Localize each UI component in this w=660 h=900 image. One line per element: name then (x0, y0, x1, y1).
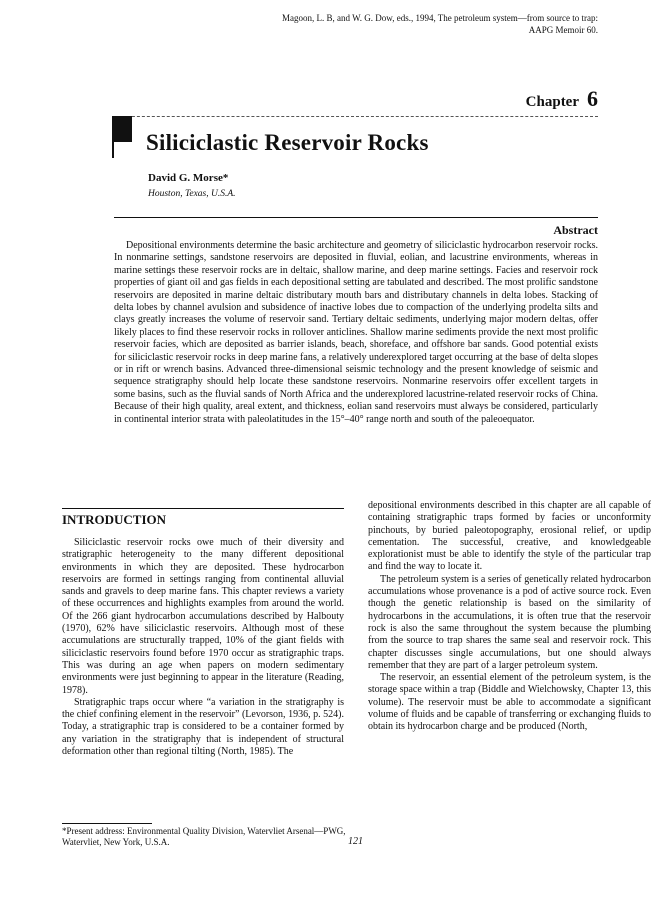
left-column (62, 537, 344, 758)
paragraph: Siliciclastic reservoir rocks owe much of their diversity and stratigraphic heterogeneity to the many different depositional environments in which they are deposited. These hydrocarbon reservoirs are formed in settings ranging from continental alluvial sands and gravels to deep marine fans. This chapter reviews a variety of these occurrences and highlights examples from around the world. Of the 266 giant hydrocarbon accumulations described by Halbouty (1970), 62% have siliciclastic reservoirs. Although most of these accumulations are structurally trapped, 10% of the giant fields with siliciclastic reservoirs found before 1970 occur as stratigraphic traps. This was during an age when papers on modern sedimentary environments were just beginning to appear in the literature (Reading, 1978). (62, 537, 344, 696)
decorative-bar (112, 116, 114, 158)
intro-rule (62, 508, 344, 509)
author: David G. Morse* (148, 172, 229, 184)
citation: Magoon, L. B, and W. G. Dow, eds., 1994, The petroleum system—from source to trap: AAPG Memoir 60. (282, 13, 598, 35)
paragraph: Stratigraphic traps occur where “a variation in the stratigraphy is the chief confining element in the reservoir” (Levorson, 1936, p. 524). Today, a stratigraphic trap is considered to be a container formed by any variation in the stratigraphy that is independent of structural deformation other than regional tilting (North, 1985). The (62, 696, 344, 758)
page-title: Siliciclastic Reservoir Rocks (146, 130, 429, 155)
abstract-rule (114, 217, 598, 218)
header-rule (112, 116, 598, 117)
affiliation: Houston, Texas, U.S.A. (148, 189, 236, 199)
paragraph: The petroleum system is a series of genetically related hydrocarbon accumulations whose provenance is a pod of active source rock. Even though the genetic relationship is based on the similarity of hydrocarbons in the accumulations, it is often true that the reservoir rock is also the same throughout the system because the plumbing from the source to trap shares the same seal and reservoir rock. This chapter discusses single accumulations, but one should always remember that they are part of a larger petroleum system. (368, 573, 651, 671)
decorative-block (112, 116, 132, 142)
right-column (368, 500, 651, 734)
chapter-label (526, 86, 598, 112)
footnote-rule (62, 823, 152, 824)
abstract-heading: Abstract (553, 223, 598, 237)
abstract-text: Depositional environments determine the basic architecture and geometry of siliciclastic hydrocarbon reservoir rocks. In nonmarine settings, sandstone reservoirs are deposited in fluvial, eolian, and lacustrine environments, whereas in marine settings these reservoir rocks are in deltaic, shallow marine, and deep marine settings. Facies and reservoir rock properties of giant oil and gas fields in each depositional setting are tabulated and described. The most prolific sandstone reservoirs are deposited in marine deltaic distributary mouth bars and distributary channels in delta lobes. Stacking of delta lobes by channel avulsion and subsidence of inactive lobes due to compaction of the underlying prodelta silts and clays greatly increases the volume of reservoir sand. Tertiary deltaic sediments, underlying major modern deltas, offer likely places to find these reservoir rocks in rollover anticlines. Shallow marine sediments provide the next most prolific reservoir facies, which are deposited as barrier islands, beach, shoreface, and offshore bar sands. Good potential exists for siliciclastic reservoir rocks in deep marine fans, a relatively underexplored target occurring at the base of delta slopes or in rift or wrench basins. Advanced three-dimensional seismic technology and the present knowledge of seismic and sequence stratigraphy should help locate these sandstone reservoirs. Nonmarine reservoirs offer excellent targets in some basins, such as the fluvial sands of North Africa and the underexplored lacustrine-related reservoir rocks of China. Because of their high quality, areal extent, and thickness, eolian sand reservoirs must always be considered, particularly in continental interior strata with paleolatitudes in the 15°–40° range north and south of the paleoequator. (114, 240, 598, 425)
footnote: *Present address: Environmental Quality Division, Watervliet Arsenal—PWG, Watervliet, New York, U.S.A. (62, 826, 346, 847)
chapter-number: 6 (587, 86, 598, 111)
page-number: 121 (348, 836, 363, 847)
intro-heading: INTRODUCTION (62, 512, 167, 527)
paragraph: The reservoir, an essential element of the petroleum system, is the storage space within a trap (Biddle and Wielchowsky, Chapter 13, this volume). The reservoir must be able to accommodate a significant volume of fluids and be capable of transferring or exchanging fluids to obtain its hydrocarbon charge and be produced (North, (368, 672, 651, 733)
paragraph: depositional environments described in this chapter are all capable of containing stratigraphic traps formed by facies or unconformity pinchouts, by buried paleotopography, erosional relief, or updip cementation. The successful, creative, and knowledgeable explorationist must be able to identify the style of the particular trap and find the way to locate it. (368, 500, 651, 573)
chapter-word: Chapter (525, 94, 579, 110)
